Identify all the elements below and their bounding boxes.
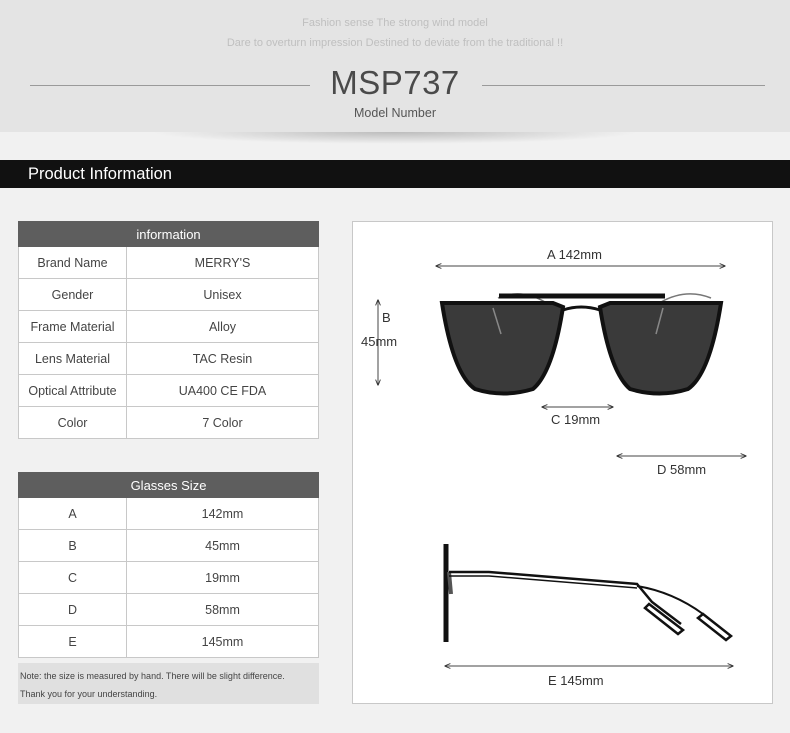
size-value: 145mm <box>127 626 319 658</box>
glasses-diagram <box>352 221 773 704</box>
note-line2: Thank you for your understanding. <box>20 689 158 699</box>
info-value: TAC Resin <box>127 343 319 375</box>
size-key: B <box>19 530 127 562</box>
size-value: 142mm <box>127 498 319 530</box>
tagline-line2: Dare to overturn impression Destined to deviate from the traditional !! <box>226 37 564 49</box>
size-key: A <box>19 498 127 530</box>
header-shadow <box>150 132 640 144</box>
info-value: UA400 CE FDA <box>127 375 319 407</box>
table-row <box>19 594 319 626</box>
glasses-drawing <box>353 222 774 705</box>
info-table <box>18 221 319 439</box>
tagline-line1: Fashion sense The strong wind model <box>302 17 488 29</box>
info-value: 7 Color <box>127 407 319 439</box>
info-value: Alloy <box>127 311 319 343</box>
info-key: Lens Material <box>19 343 127 375</box>
dimension-c-label: C 19mm <box>551 412 601 427</box>
table-row <box>19 247 319 279</box>
size-value: 45mm <box>127 530 319 562</box>
info-key: Color <box>19 407 127 439</box>
table-row <box>19 375 319 407</box>
table-row <box>19 498 319 530</box>
table-row <box>19 279 319 311</box>
info-table-header: information <box>19 222 319 247</box>
header-banner <box>0 0 790 132</box>
size-table <box>18 472 319 658</box>
size-key: E <box>19 626 127 658</box>
table-row <box>19 407 319 439</box>
table-row <box>19 562 319 594</box>
table-row <box>19 311 319 343</box>
dimension-a-label: A 142mm <box>547 247 602 262</box>
size-table-header: Glasses Size <box>19 473 319 498</box>
dimension-d-label: D 58mm <box>657 462 707 477</box>
info-value: Unisex <box>127 279 319 311</box>
size-key: C <box>19 562 127 594</box>
info-key: Brand Name <box>19 247 127 279</box>
glasses-side-view <box>446 544 731 642</box>
size-key: D <box>19 594 127 626</box>
size-value: 19mm <box>127 562 319 594</box>
model-number-label: Model Number <box>354 106 436 120</box>
table-row <box>19 530 319 562</box>
info-key: Optical Attribute <box>19 375 127 407</box>
info-value: MERRY'S <box>127 247 319 279</box>
glasses-front-view <box>442 294 721 394</box>
info-key: Gender <box>19 279 127 311</box>
model-number: MSP737 <box>330 64 460 101</box>
section-bar <box>0 160 790 188</box>
dimension-e-label: E 145mm <box>548 673 604 688</box>
table-row <box>19 343 319 375</box>
size-value: 58mm <box>127 594 319 626</box>
note-line1: Note: the size is measured by hand. There will be slight difference. <box>20 671 285 681</box>
info-key: Frame Material <box>19 311 127 343</box>
size-note <box>18 663 319 704</box>
section-title: Product Information <box>28 165 172 183</box>
table-row <box>19 626 319 658</box>
dimension-b-letter: B <box>382 310 391 325</box>
dimension-b-value: 45mm <box>361 334 398 349</box>
